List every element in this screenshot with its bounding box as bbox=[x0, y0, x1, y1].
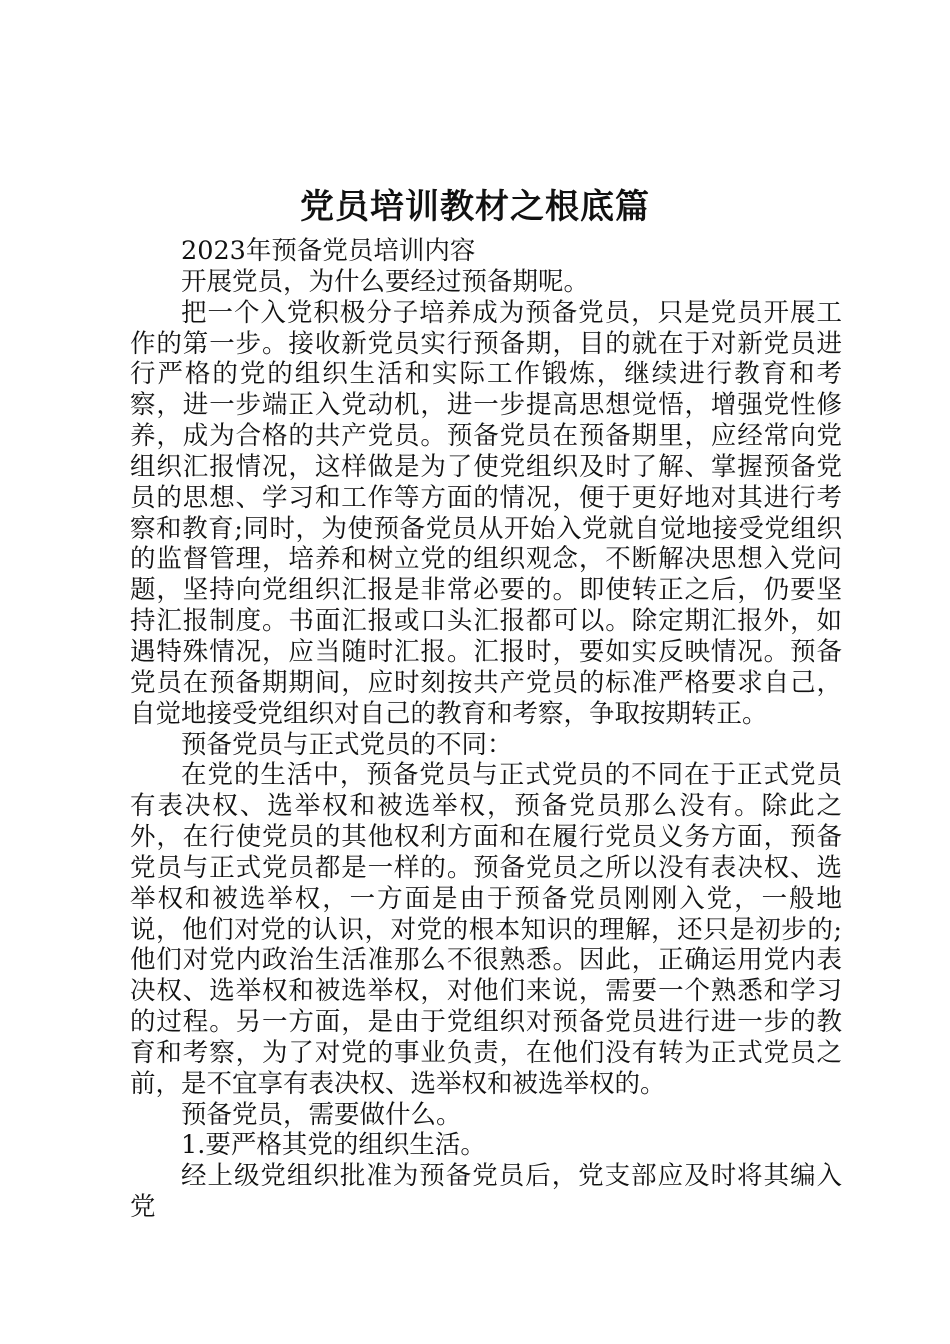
paragraph-probation-purpose: 把一个入党积极分子培养成为预备党员，只是党员开展工作的第一步。接收新党员实行预备期，目的就在于对新党员进行严格的党的组织生活和实际工作锻炼，继续进行教育和考察，进一步端正入党动机，进一步提高思想觉悟，增强党性修养，成为合格的共产党员。预备党员在预备期里，应经常向党组织汇报情况，这样做是为了使党组织及时了解、掌握预备党员的思想、学习和工作等方面的情况，便于更好地对其进行考察和教育;同时，为使预备党员从开始入党就自觉地接受党组织的监督管理，培养和树立党的组织观念，不断解决思想入党问题，坚持向党组织汇报是非常必要的。即使转正之后，仍要坚持汇报制度。书面汇报或口头汇报都可以。除定期汇报外，如遇特殊情况，应当随时汇报。汇报时，要如实反映情况。预备党员在预备期期间，应时刻按共产党员的标准严格要求自己，自觉地接受党组织对自己的教育和考察，争取按期转正。 bbox=[130, 297, 842, 729]
paragraph-question-probation: 开展党员，为什么要经过预备期呢。 bbox=[181, 266, 590, 297]
paragraph-duties-heading: 预备党员，需要做什么。 bbox=[181, 1099, 462, 1130]
document-body bbox=[130, 236, 842, 1223]
document-title: 党员培训教材之根底篇 bbox=[300, 187, 650, 227]
paragraph-training-heading: 2023年预备党员培训内容 bbox=[181, 236, 476, 266]
paragraph-differences-heading: 预备党员与正式党员的不同： bbox=[181, 729, 513, 760]
paragraph-differences-body: 在党的生活中，预备党员与正式党员的不同在于正式党员有表决权、选举权和被选举权，预备党员那么没有。除此之外，在行使党员的其他权利方面和在履行党员义务方面，预备党员与正式党员都是一样的。预备党员之所以没有表决权、选举权和被选举权，一方面是由于预备党员刚刚入党，一般地说，他们对党的认识，对党的根本知识的理解，还只是初步的;他们对党内政治生活准那么不很熟悉。因此，正确运用党内表决权、选举权和被选举权，对他们来说，需要一个熟悉和学习的过程。另一方面，是由于党组织对预备党员进行进一步的教育和考察，为了对党的事业负责，在他们没有转为正式党员之前，是不宜享有表决权、选举权和被选举权的。 bbox=[130, 760, 842, 1099]
paragraph-duty-item-1-body: 经上级党组织批准为预备党员后，党支部应及时将其编入党 bbox=[130, 1161, 842, 1223]
paragraph-duty-item-1: 1.要严格其党的组织生活。 bbox=[181, 1130, 486, 1161]
